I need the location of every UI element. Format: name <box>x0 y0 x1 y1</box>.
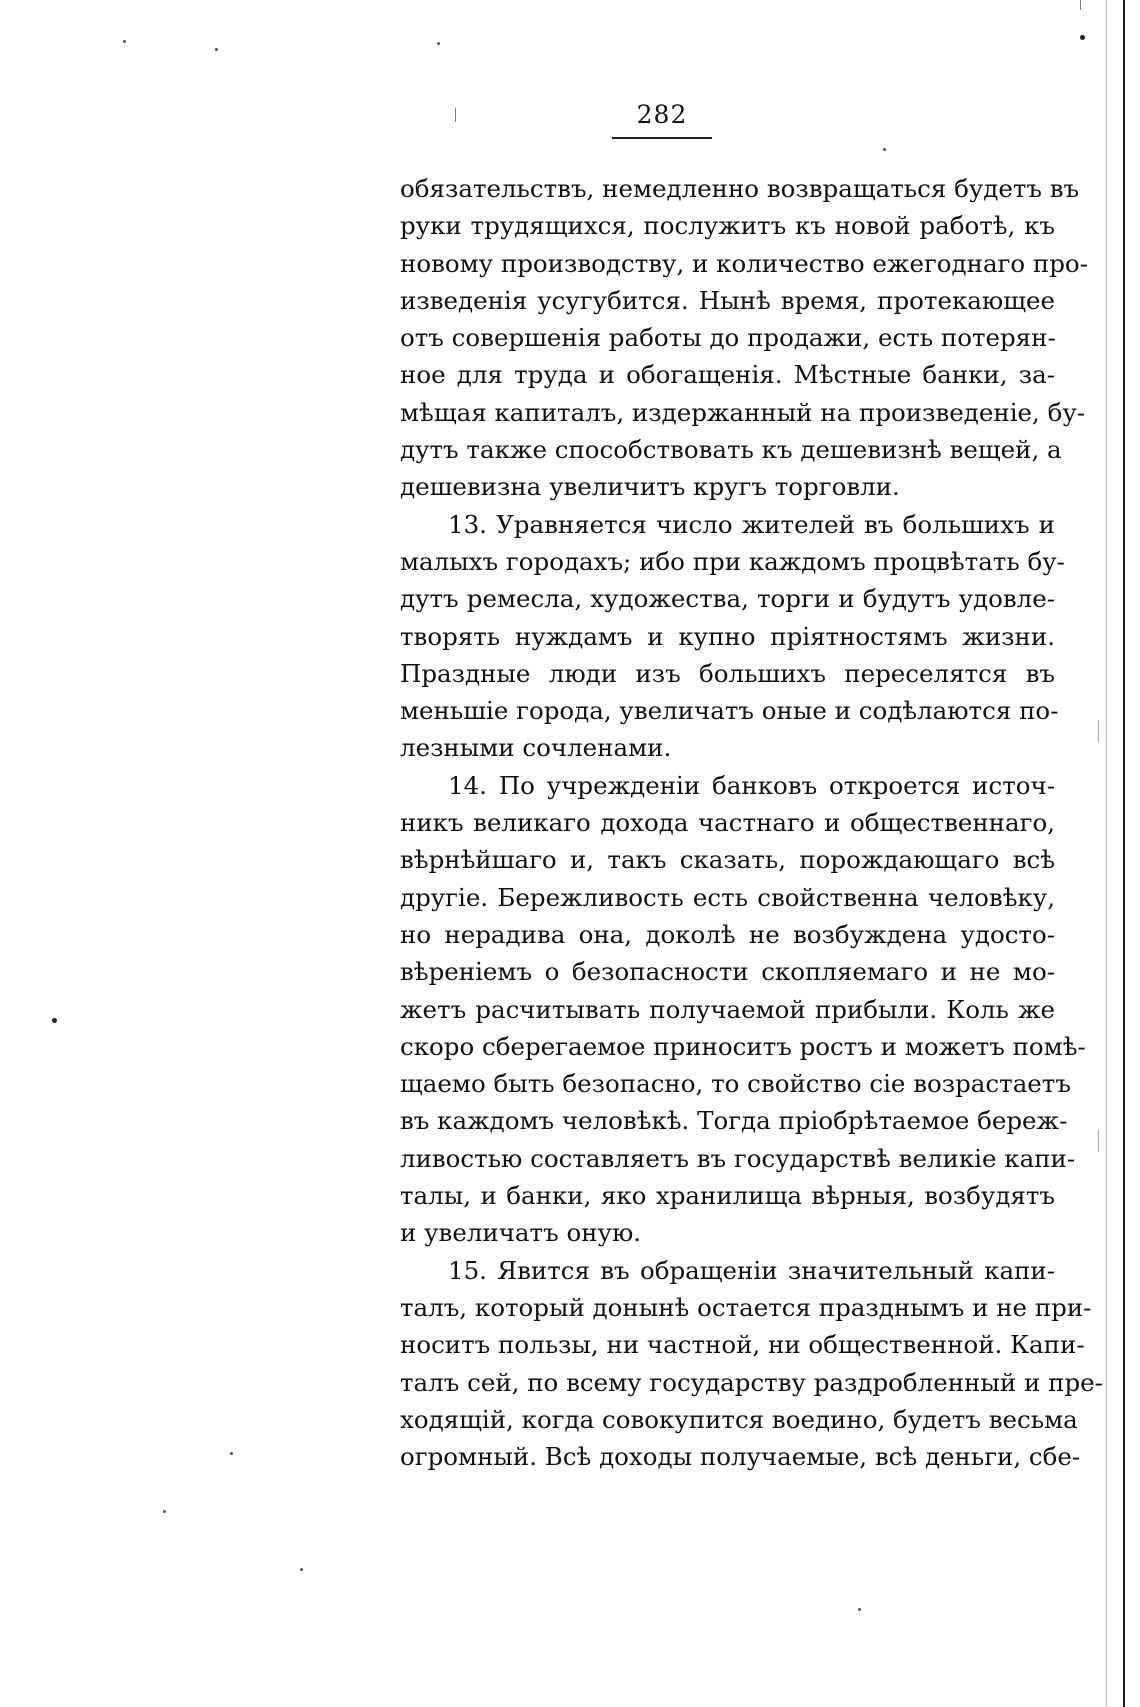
scan-edge-shadow <box>1106 0 1107 1707</box>
scan-speck <box>123 40 126 43</box>
text-line: изведенія усугубится. Нынѣ время, протекающее <box>400 285 1055 315</box>
paragraph-end-line: дешевизна увеличитъ кругъ торговли. <box>400 472 900 502</box>
text-line: мѣщая капиталъ, издержанный на произведеніе, бу- <box>400 397 1086 427</box>
scan-speck <box>163 1510 166 1513</box>
text-line: обязательствъ, немедленно возвращаться будетъ въ <box>400 174 1080 203</box>
scan-speck <box>300 1568 303 1571</box>
body-text <box>400 170 1103 1475</box>
text-line: дутъ ремесла, художества, торги и будутъ удовле- <box>400 584 1055 614</box>
text-line: скоро сберегаемое приноситъ ростъ и можетъ помѣ- <box>400 1031 1086 1061</box>
text-line: творять нуждамъ и купно пріятностямъ жизни. <box>400 621 1055 651</box>
text-line: талъ сей, по всему государству раздробленный и пре- <box>400 1367 1103 1397</box>
paragraph-end-line: лезными сочленами. <box>400 733 672 763</box>
scan-speck <box>230 1452 233 1455</box>
scan-mark <box>1098 720 1099 742</box>
text-line: талъ, который донынѣ остается празднымъ и не при- <box>400 1292 1092 1322</box>
text-line: ливостью составляетъ въ государствѣ великіе капи- <box>400 1143 1076 1173</box>
text-line: въ каждомъ человѣкѣ. Тогда пріобрѣтаемое береж- <box>400 1106 1068 1136</box>
scan-mark <box>455 108 456 122</box>
paragraph-15-start: 15. Явится въ обращеніи значительный капи- <box>448 1255 1055 1285</box>
text-line: носитъ пользы, ни частной, ни общественной. Капи- <box>400 1330 1085 1360</box>
scan-speck <box>437 42 440 45</box>
text-line: никъ великаго дохода частнаго и общественнаго, <box>400 808 1055 838</box>
text-line: Праздные люди изъ большихъ переселятся въ <box>400 658 1055 688</box>
scan-speck <box>1080 35 1085 40</box>
text-line: новому производству, и количество ежегоднаго про- <box>400 248 1088 278</box>
text-line: отъ совершенія работы до продажи, есть потерян- <box>400 323 1056 353</box>
text-line: вѣрнѣйшаго и, такъ сказать, порождающаго всѣ <box>400 845 1055 875</box>
text-line: малыхъ городахъ; ибо при каждомъ процвѣтать бу- <box>400 546 1065 576</box>
text-line: ходящій, когда совокупится воедино, будетъ весьма <box>400 1404 1078 1434</box>
text-line: щаемо быть безопасно, то свойство сіе возрастаетъ <box>400 1069 1071 1099</box>
scan-speck <box>858 1608 861 1611</box>
paragraph-13-start: 13. Уравняется число жителей въ большихъ и <box>448 509 1055 539</box>
text-line: другіе. Бережливость есть свойственна человѣку, <box>400 882 1055 912</box>
page-number: 282 <box>636 100 688 129</box>
text-line: руки трудящихся, послужитъ къ новой работѣ, къ <box>400 211 1055 241</box>
paragraph-end-line: и увеличатъ оную. <box>400 1218 642 1248</box>
text-line: жетъ расчитывать получаемой прибыли. Коль же <box>400 994 1055 1024</box>
scan-mark <box>1098 1130 1099 1152</box>
scan-speck <box>52 1018 57 1023</box>
text-line: дутъ также способствовать къ дешевизнѣ вещей, а <box>400 435 1062 465</box>
text-line: меньшіе города, увеличатъ оные и содѣлаются по- <box>400 696 1059 726</box>
text-line: но нерадива она, доколѣ не возбуждена удосто- <box>400 919 1055 949</box>
scan-edge-line <box>1123 0 1125 1707</box>
text-line: талы, и банки, яко хранилища вѣрныя, возбудятъ <box>400 1181 1055 1211</box>
text-line: вѣреніемъ о безопасности скопляемаго и не мо- <box>400 957 1055 987</box>
scan-speck <box>215 48 218 51</box>
text-line: огромный. Всѣ доходы получаемые, всѣ деньги, сбе- <box>400 1442 1081 1472</box>
scan-speck <box>883 148 886 151</box>
text-line: ное для труда и обогащенія. Мѣстные банки, за- <box>400 360 1055 390</box>
paragraph-14-start: 14. По учрежденіи банковъ откроется источ- <box>448 770 1055 800</box>
scan-mark <box>1080 0 1081 10</box>
page-number-underline <box>612 137 712 139</box>
